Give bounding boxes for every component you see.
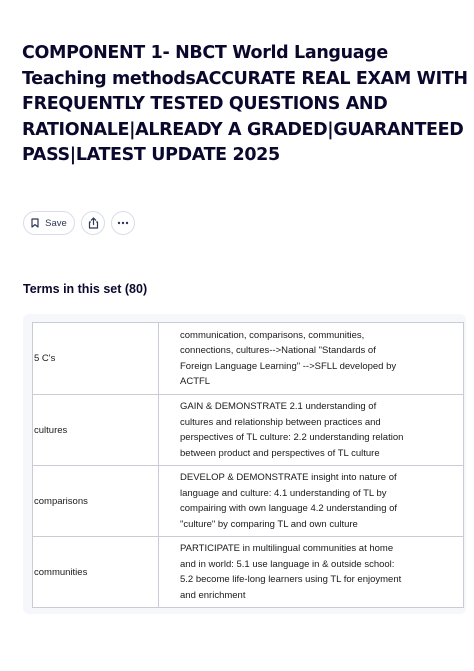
more-options-button[interactable] xyxy=(111,211,135,235)
action-bar xyxy=(23,211,135,235)
terms-table xyxy=(32,322,464,608)
term-row xyxy=(33,323,464,395)
term-cell: comparisons xyxy=(33,466,159,537)
term-row xyxy=(33,395,464,466)
save-button-label: Save xyxy=(45,217,67,229)
save-button[interactable] xyxy=(23,211,75,235)
share-icon xyxy=(88,217,99,229)
term-cell: 5 C's xyxy=(33,323,159,395)
terms-heading: Terms in this set (80) xyxy=(23,282,148,296)
definition-cell xyxy=(159,466,464,537)
more-options-icon xyxy=(117,221,129,225)
definition-text: PARTICIPATE in multilingual communities at home and in world: 5.1 use language in & outside school: 5.2 become life-long learners using TL for enjoyment and enrichment xyxy=(180,543,402,601)
definition-cell xyxy=(159,395,464,466)
term-row xyxy=(33,466,464,537)
definition-text: communication, comparisons, communities, connections, cultures-->National "Standards of Foreign Language Learning" -->SFLL developed by ACTFL xyxy=(180,329,397,387)
definition-text: GAIN & DEMONSTRATE 2.1 understanding of cultures and relationship between practices and perspectives of TL culture: 2.2 understanding relation between product and perspectives of TL culture xyxy=(180,401,404,459)
term-cell: communities xyxy=(33,537,159,608)
definition-cell xyxy=(159,537,464,608)
bookmark-icon xyxy=(31,218,39,228)
page-title: COMPONENT 1- NBCT World Language Teaching methodsACCURATE REAL EXAM WITH FREQUENTLY TESTED QUESTIONS AND RATIONALE|ALREADY A GRADED|GUARANTEED PASS|LATEST UPDATE 2025 xyxy=(22,43,468,165)
term-row xyxy=(33,537,464,608)
terms-card xyxy=(23,314,466,614)
definition-cell xyxy=(159,323,464,395)
term-cell: cultures xyxy=(33,395,159,466)
definition-text: DEVELOP & DEMONSTRATE insight into nature of language and culture: 4.1 understanding of TL by compairing with own language 4.2 understanding of "culture" by comparing TL and own culture xyxy=(180,472,398,530)
share-button[interactable] xyxy=(81,211,105,235)
